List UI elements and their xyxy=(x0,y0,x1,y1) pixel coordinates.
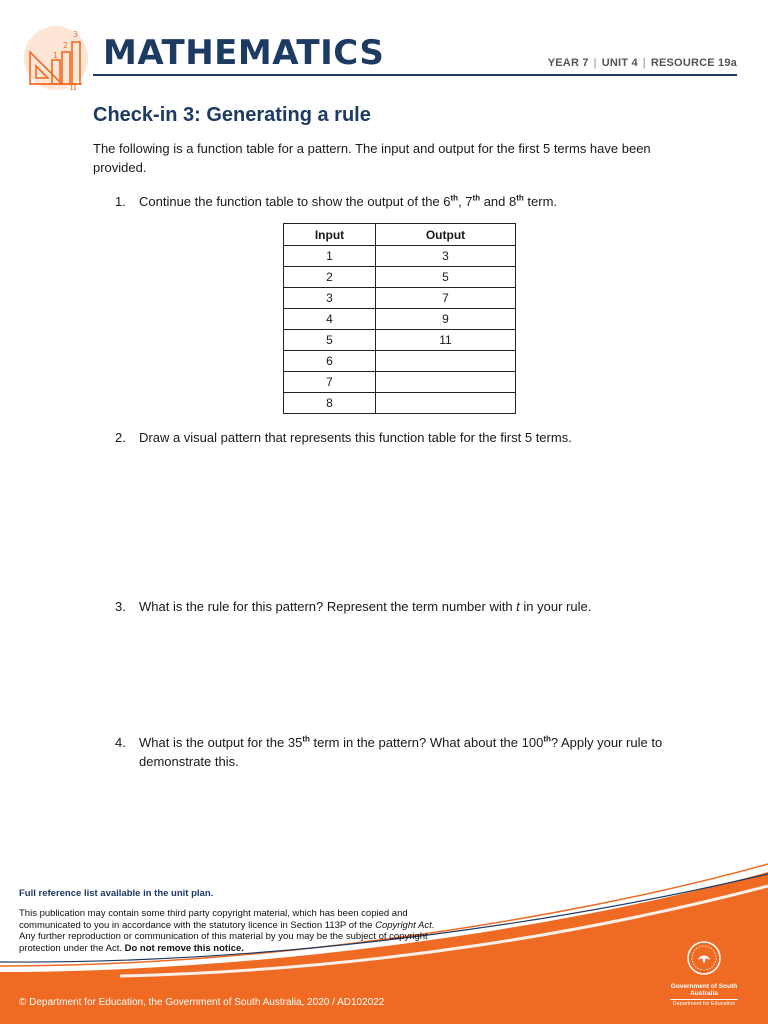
table-header-row xyxy=(284,224,516,246)
svg-text:2: 2 xyxy=(63,41,69,50)
separator: | xyxy=(593,57,597,69)
input-cell: 1 xyxy=(284,246,376,267)
function-table xyxy=(283,223,516,414)
piping-shrike-emblem-icon xyxy=(686,940,722,976)
department-name: Department for Education xyxy=(670,999,738,1008)
government-logo xyxy=(664,940,744,1006)
header-divider xyxy=(93,74,737,76)
table-row xyxy=(284,330,516,351)
government-name: Government of South Australia xyxy=(670,983,738,997)
question-number: 4. xyxy=(115,735,126,750)
table-row xyxy=(284,246,516,267)
table-row xyxy=(284,309,516,330)
resource-label: RESOURCE 19a xyxy=(650,57,737,69)
output-cell: 7 xyxy=(376,288,516,309)
output-cell: 11 xyxy=(376,330,516,351)
page-title: Check-in 3: Generating a rule xyxy=(93,104,371,126)
question-text: What is the rule for this pattern? Represent the term number with t in your rule. xyxy=(139,599,592,614)
table-row xyxy=(284,267,516,288)
table-row xyxy=(284,351,516,372)
header-meta xyxy=(548,57,737,69)
question-text: What is the output for the 35th term in the pattern? What about the 100th? Apply your rule to demonstrate this. xyxy=(139,734,663,769)
output-cell: 3 xyxy=(376,246,516,267)
output-cell: 5 xyxy=(376,267,516,288)
table-row xyxy=(284,288,516,309)
input-cell: 6 xyxy=(284,351,376,372)
mathematics-logo-icon xyxy=(22,24,90,92)
year-label: YEAR 7 xyxy=(547,57,589,69)
question-number: 1. xyxy=(115,194,126,209)
output-cell-blank[interactable] xyxy=(376,372,516,393)
svg-text:π: π xyxy=(70,82,77,92)
table-row xyxy=(284,393,516,414)
input-cell: 8 xyxy=(284,393,376,414)
copyright-notice: This publication may contain some third party copyright material, which has been copied and communicated to you in accordance with the statutory licence in Section 113P of the Copyright Act. Any further reproduction or communication of this material by you may be the subject of copyright protection under the Act. Do not remove this notice. xyxy=(19,908,435,954)
brand-title: MATHEMATICS xyxy=(103,33,385,73)
question-text: Continue the function table to show the output of the 6th, 7th and 8th term. xyxy=(139,193,558,209)
copyright-line: © Department for Education, the Government of South Australia, 2020 / AD102022 xyxy=(19,997,385,1008)
svg-text:1: 1 xyxy=(53,51,59,60)
input-cell: 3 xyxy=(284,288,376,309)
intro-text: The following is a function table for a pattern. The input and output for the first 5 terms have been provided. xyxy=(93,141,651,175)
question-text: Draw a visual pattern that represents this function table for the first 5 terms. xyxy=(139,430,572,445)
input-cell: 4 xyxy=(284,309,376,330)
output-cell-blank[interactable] xyxy=(376,393,516,414)
table-row xyxy=(284,372,516,393)
question-number: 2. xyxy=(115,430,126,445)
separator: | xyxy=(642,57,646,69)
unit-label: UNIT 4 xyxy=(601,57,638,69)
column-header-input: Input xyxy=(284,224,376,246)
question-number: 3. xyxy=(115,599,126,614)
input-cell: 2 xyxy=(284,267,376,288)
output-cell-blank[interactable] xyxy=(376,351,516,372)
reference-note: Full reference list available in the unit plan. xyxy=(19,888,214,899)
column-header-output: Output xyxy=(376,224,516,246)
input-cell: 7 xyxy=(284,372,376,393)
input-cell: 5 xyxy=(284,330,376,351)
output-cell: 9 xyxy=(376,309,516,330)
svg-text:3: 3 xyxy=(73,30,79,39)
